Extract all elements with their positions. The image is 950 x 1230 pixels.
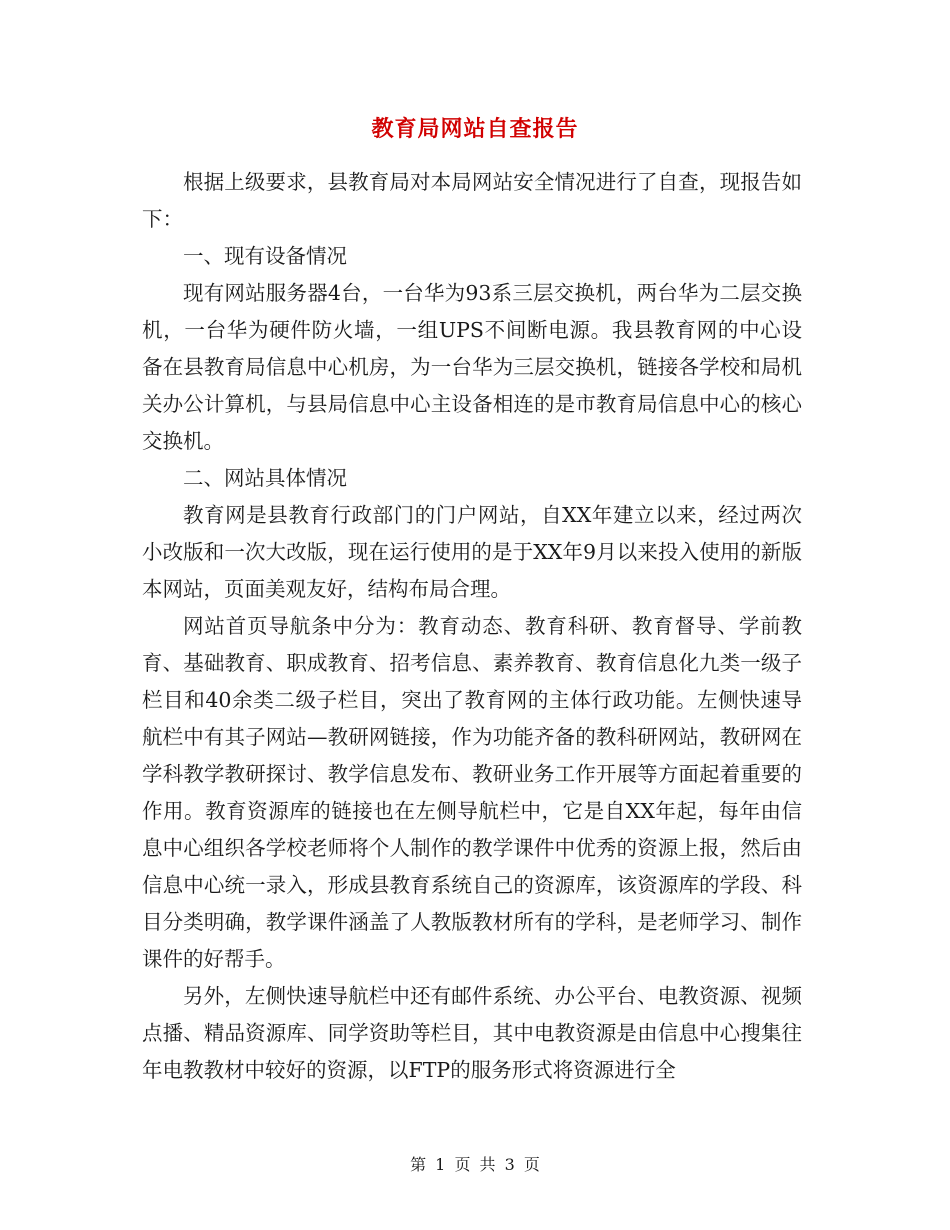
equipment-paragraph: 现有网站服务器4台，一台华为93系三层交换机，两台华为二层交换机，一台华为硬件防火墙，一组UPS不间断电源。我县教育网的中心设备在县教育局信息中心机房，为一台华为三层交换机，链接各学校和局机关办公计算机，与县局信息中心主设备相连的是市教育局信息中心的核心交换机。 <box>142 281 802 453</box>
intro-paragraph: 根据上级要求，县教育局对本局网站安全情况进行了自查，现报告如下： <box>142 170 802 231</box>
website-paragraph: 教育网是县教育行政部门的门户网站，自XX年建立以来，经过两次小改版和一次大改版，现在运行使用的是于XX年9月以来投入使用的新版本网站，页面美观友好，结构布局合理。 <box>142 503 802 601</box>
page-footer: 第 1 页 共 3 页 <box>410 1155 540 1174</box>
additional-paragraph: 另外，左侧快速导航栏中还有邮件系统、办公平台、电教资源、视频点播、精品资源库、同学资助等栏目，其中电教资源是由信息中心搜集往年电教教材中较好的资源，以FTP的服务形式将资源进行全 <box>142 984 802 1082</box>
page-title: 教育局网站自查报告 <box>371 116 579 142</box>
section-heading-website: 二、网站具体情况 <box>183 466 347 490</box>
document-body <box>142 164 802 1089</box>
section-heading-equipment: 一、现有设备情况 <box>183 244 347 268</box>
navigation-paragraph: 网站首页导航条中分为：教育动态、教育科研、教育督导、学前教育、基础教育、职成教育、招考信息、素养教育、教育信息化九类一级子栏目和40余类二级子栏目，突出了教育网的主体行政功能。左侧快速导航栏中有其子网站—教研网链接，作为功能齐备的教科研网站，教研网在学科教学教研探讨、教学信息发布、教研业务工作开展等方面起着重要的作用。教育资源库的链接也在左侧导航栏中，它是自XX年起，每年由信息中心组织各学校老师将个人制作的教学课件中优秀的资源上报，然后由信息中心统一录入，形成县教育系统自己的资源库，该资源库的学段、科目分类明确，教学课件涵盖了人教版教材所有的学科，是老师学习、制作课件的好帮手。 <box>142 614 802 971</box>
